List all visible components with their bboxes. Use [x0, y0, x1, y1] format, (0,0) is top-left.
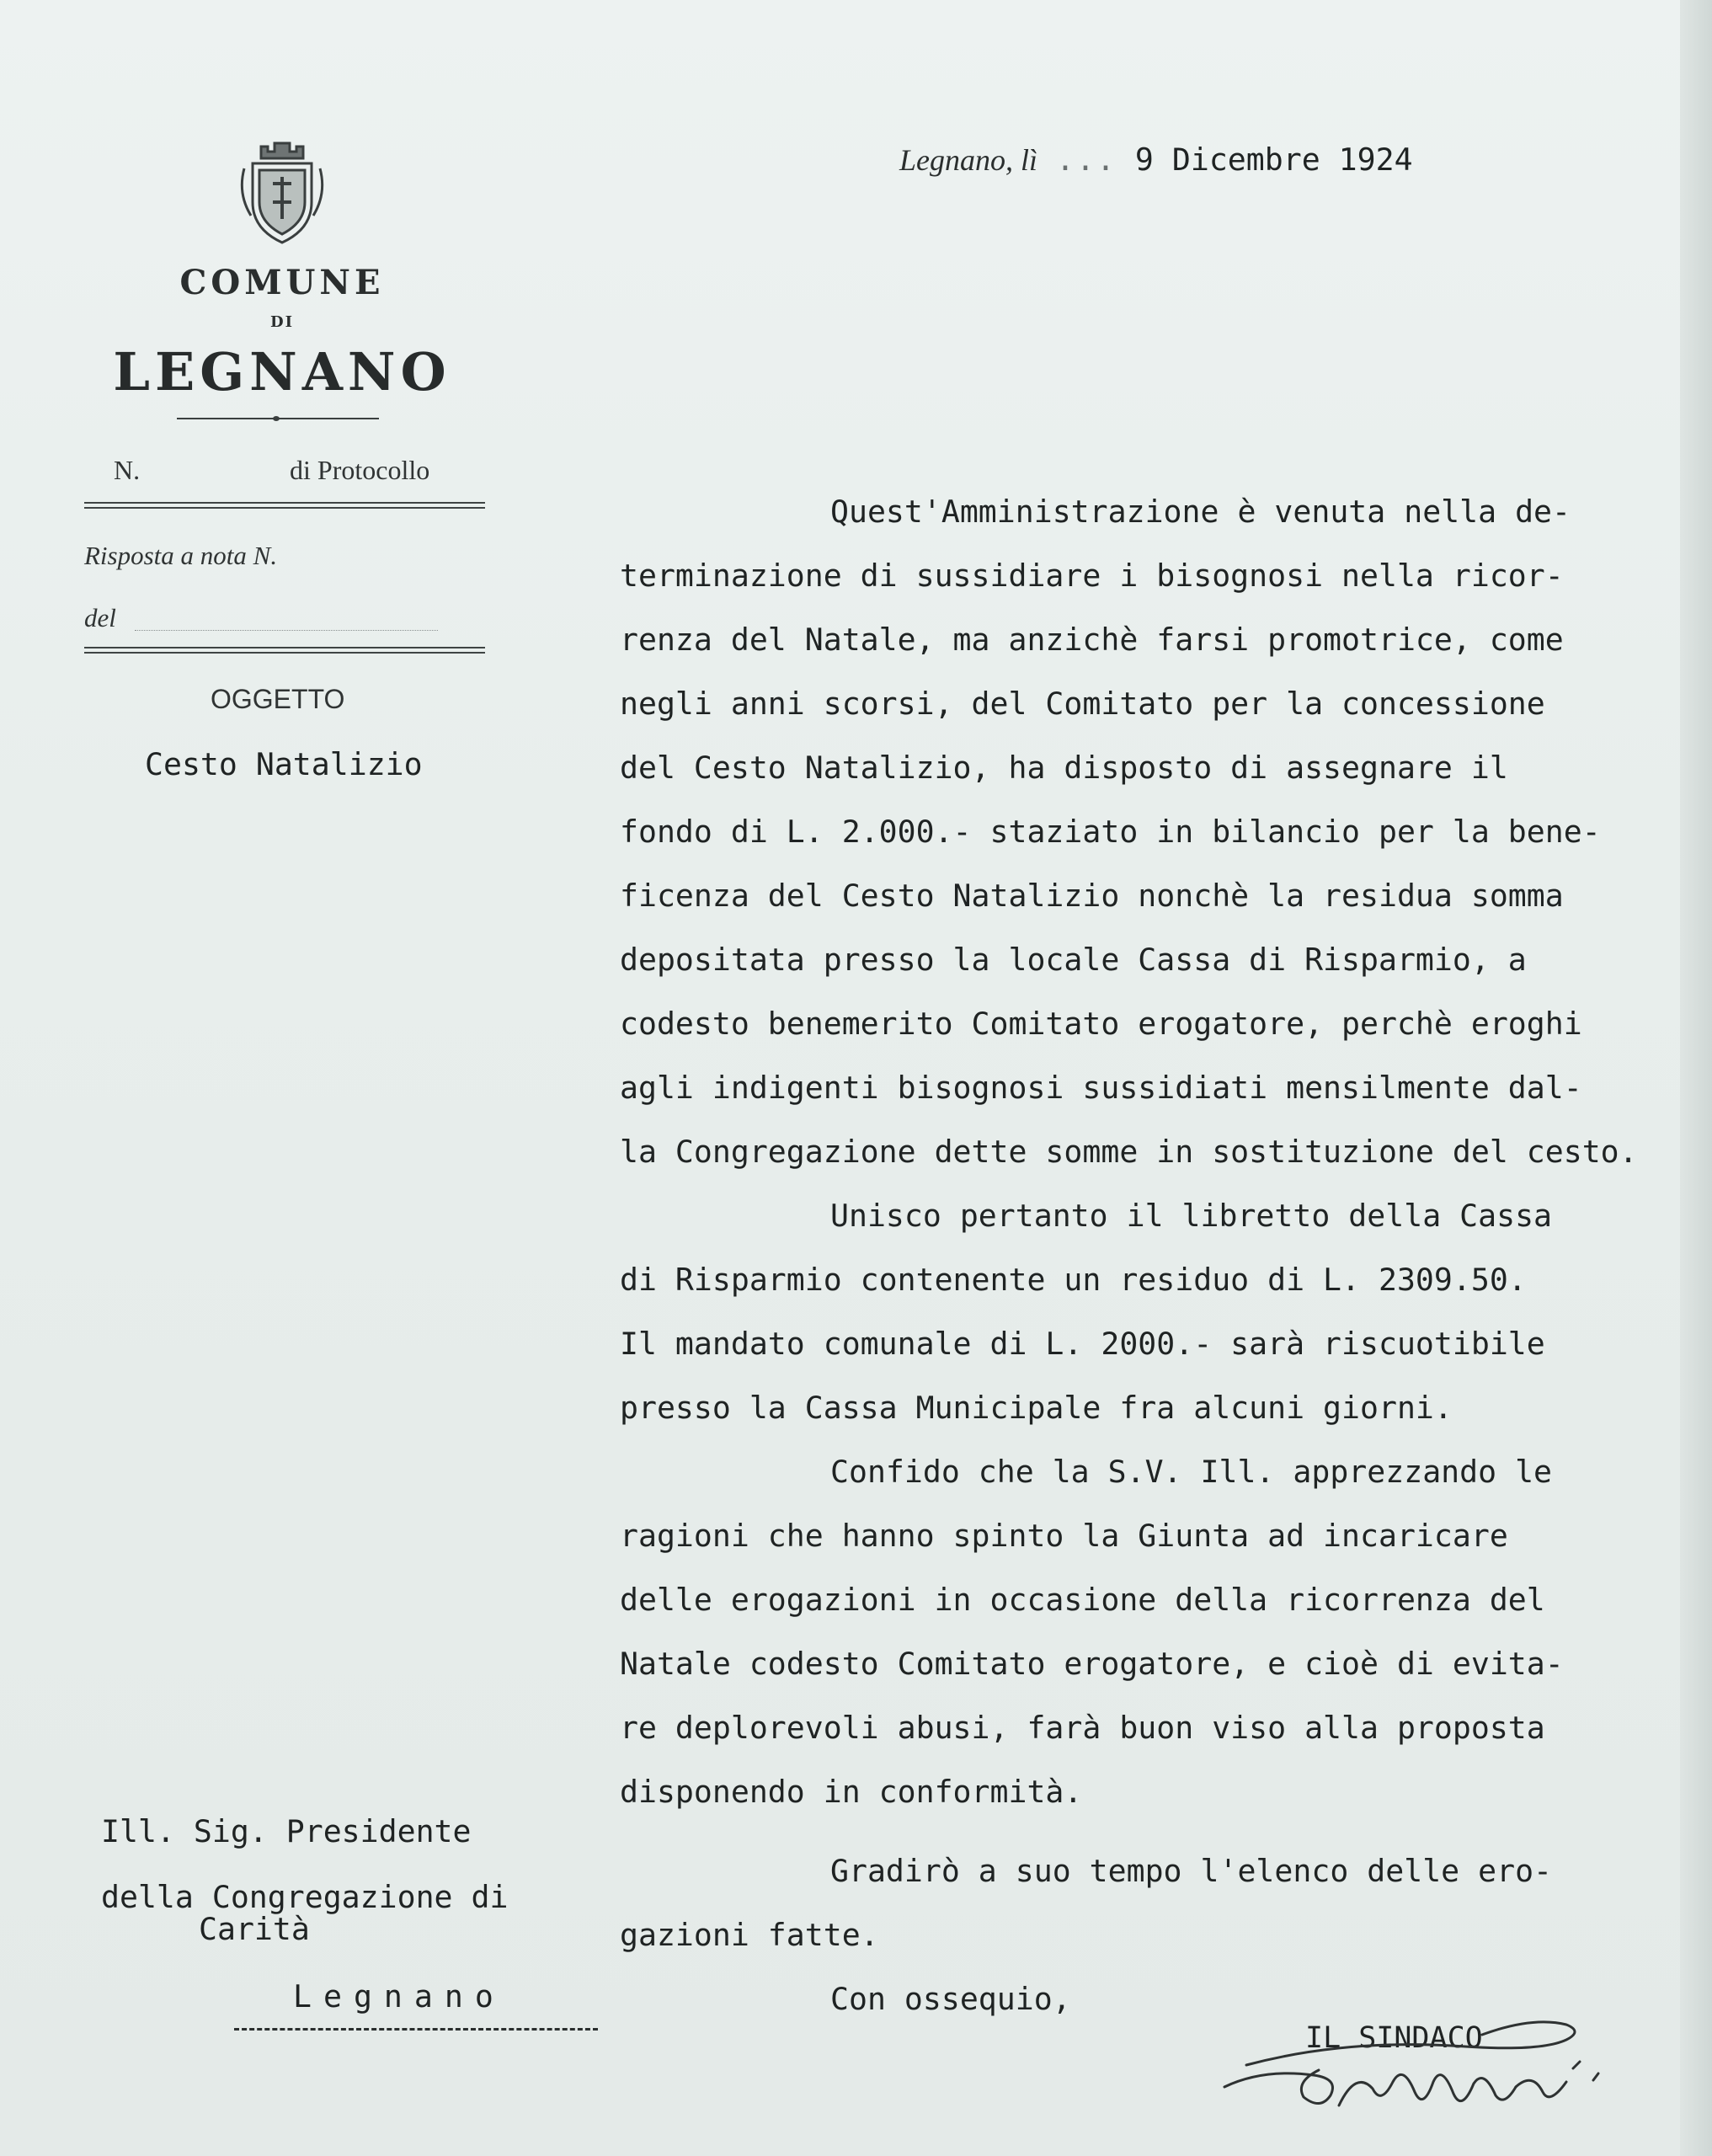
protocol-number-label: N. — [114, 455, 141, 485]
letterhead-city: LEGNANO — [113, 341, 451, 403]
body-line: negli anni scorsi, del Comitato per la concessione — [620, 686, 1545, 722]
date-dots: ... — [1056, 141, 1117, 178]
body-line: Quest'Amministrazione è venuta nella de- — [830, 494, 1571, 530]
body-line: Il mandato comunale di L. 2000.- sarà riscuotibile — [620, 1326, 1545, 1362]
date-place: Legnano, lì — [899, 143, 1038, 177]
body-line: agli indigenti bisognosi sussidiati mensilmente dal- — [620, 1070, 1582, 1106]
reply-date-label: del — [84, 603, 116, 632]
subject-label: OGGETTO — [211, 684, 345, 714]
subject-value: Cesto Natalizio — [145, 746, 423, 782]
date-value: 9 Dicembre 1924 — [1134, 141, 1413, 178]
letter-date — [899, 141, 1413, 178]
body-line: del Cesto Natalizio, ha disposto di assegnare il — [620, 750, 1508, 786]
body-line: presso la Cassa Municipale fra alcuni giorni. — [620, 1390, 1453, 1426]
body-line: Con ossequio, — [830, 1981, 1071, 2017]
body-line: ficenza del Cesto Natalizio nonchè la residua somma — [620, 878, 1564, 914]
body-line: ragioni che hanno spinto la Giunta ad incaricare — [620, 1518, 1508, 1554]
recipient-line-1: Ill. Sig. Presidente — [101, 1813, 472, 1849]
letterhead-di: DI — [269, 313, 295, 331]
body-line: depositata presso la locale Cassa di Risparmio, a — [620, 942, 1527, 978]
body-line: Confido che la S.V. Ill. apprezzando le — [830, 1454, 1553, 1490]
body-line: Unisco pertanto il libretto della Cassa — [830, 1198, 1553, 1234]
body-line: gazioni fatte. — [620, 1917, 879, 1953]
body-line: di Risparmio contenente un residuo di L. 2309.50. — [620, 1262, 1527, 1298]
coat-of-arms-icon — [236, 135, 328, 246]
reply-divider — [84, 647, 485, 654]
body-line: codesto benemerito Comitato erogatore, perchè eroghi — [620, 1006, 1582, 1042]
body-line: Natale codesto Comitato erogatore, e cioè di evita- — [620, 1646, 1564, 1682]
letterhead-comune: COMUNE — [179, 263, 385, 302]
letterhead-divider — [177, 418, 379, 419]
paper-edge — [1680, 0, 1712, 2156]
mayor-title: IL SINDACO — [1305, 2021, 1483, 2055]
recipient-line-2: della Congregazione di — [101, 1879, 509, 1915]
body-line: disponendo in conformità. — [620, 1774, 1083, 1810]
body-line: la Congregazione dette somme in sostituzione del cesto. — [620, 1134, 1638, 1170]
handwritten-signature-icon — [1213, 1988, 1617, 2131]
body-line: delle erogazioni in occasione della ricorrenza del — [620, 1582, 1545, 1618]
body-line: terminazione di sussidiare i bisognosi nella ricor- — [620, 558, 1564, 594]
reply-reference-label: Risposta a nota N. — [84, 541, 278, 570]
body-line: fondo di L. 2.000.- staziato in bilancio per la bene- — [620, 814, 1601, 850]
protocol-label: di Protocollo — [290, 455, 430, 485]
recipient-underline — [234, 2028, 598, 2031]
body-line: renza del Natale, ma anzichè farsi promotrice, come — [620, 622, 1564, 658]
body-line: re deplorevoli abusi, farà buon viso alla proposta — [620, 1710, 1545, 1746]
reply-date-line — [135, 630, 438, 631]
body-line: Gradirò a suo tempo l'elenco delle ero- — [830, 1853, 1553, 1889]
recipient-line-3: Carità — [199, 1911, 310, 1947]
recipient-city: Legnano — [293, 1978, 505, 2015]
protocol-divider — [84, 502, 485, 509]
